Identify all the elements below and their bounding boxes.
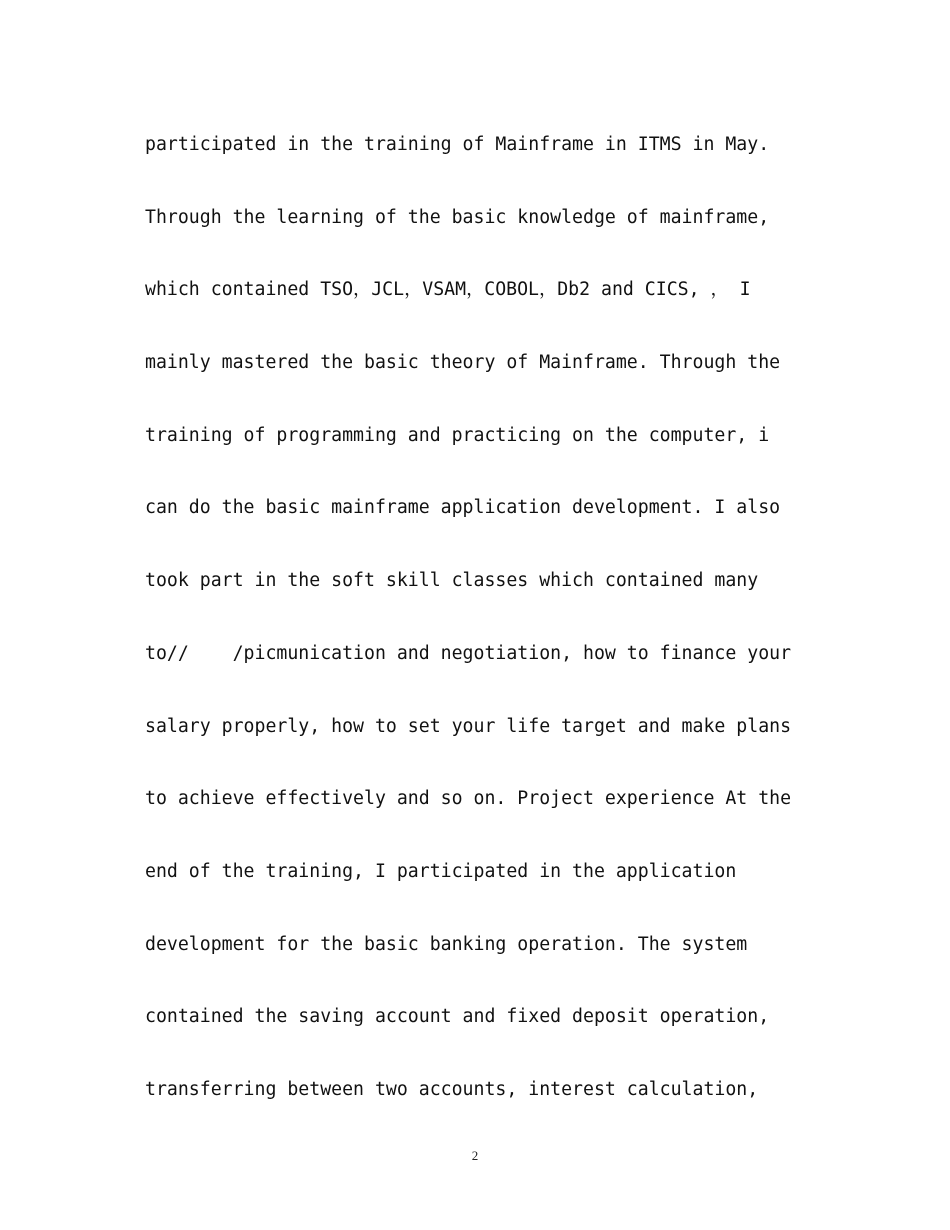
text-line-4: mainly mastered the basic theory of Mainframe. Through the — [145, 352, 781, 374]
body-text — [145, 131, 845, 1149]
text-line-8: to// /picmunication and negotiation, how to finance your — [145, 642, 792, 664]
text-line-2: Through the learning of the basic knowledge of mainframe, — [145, 206, 770, 228]
text-line-10: to achieve effectively and so on. Project experience At the — [145, 788, 792, 810]
text-line-6: can do the basic mainframe application development. I also — [145, 497, 781, 519]
text-line-3: which contained TSO，JCL，VSAM，COBOL，Db2 and CICS, ， I — [145, 279, 751, 301]
text-line-5: training of programming and practicing on the computer, i — [145, 424, 770, 446]
text-line-1: participated in the training of Mainframe in ITMS in May. — [145, 134, 770, 155]
text-line-13: contained the saving account and fixed deposit operation, — [145, 1006, 770, 1028]
text-line-7: took part in the soft skill classes which contained many — [145, 570, 759, 592]
text-line-14: transferring between two accounts, interest calculation, — [145, 1078, 759, 1100]
text-line-12: development for the basic banking operation. The system — [145, 933, 748, 955]
text-line-9: salary properly, how to set your life target and make plans — [145, 715, 792, 737]
text-line-11: end of the training, I participated in the application — [145, 860, 737, 882]
page-number: 2 — [471, 1148, 479, 1163]
